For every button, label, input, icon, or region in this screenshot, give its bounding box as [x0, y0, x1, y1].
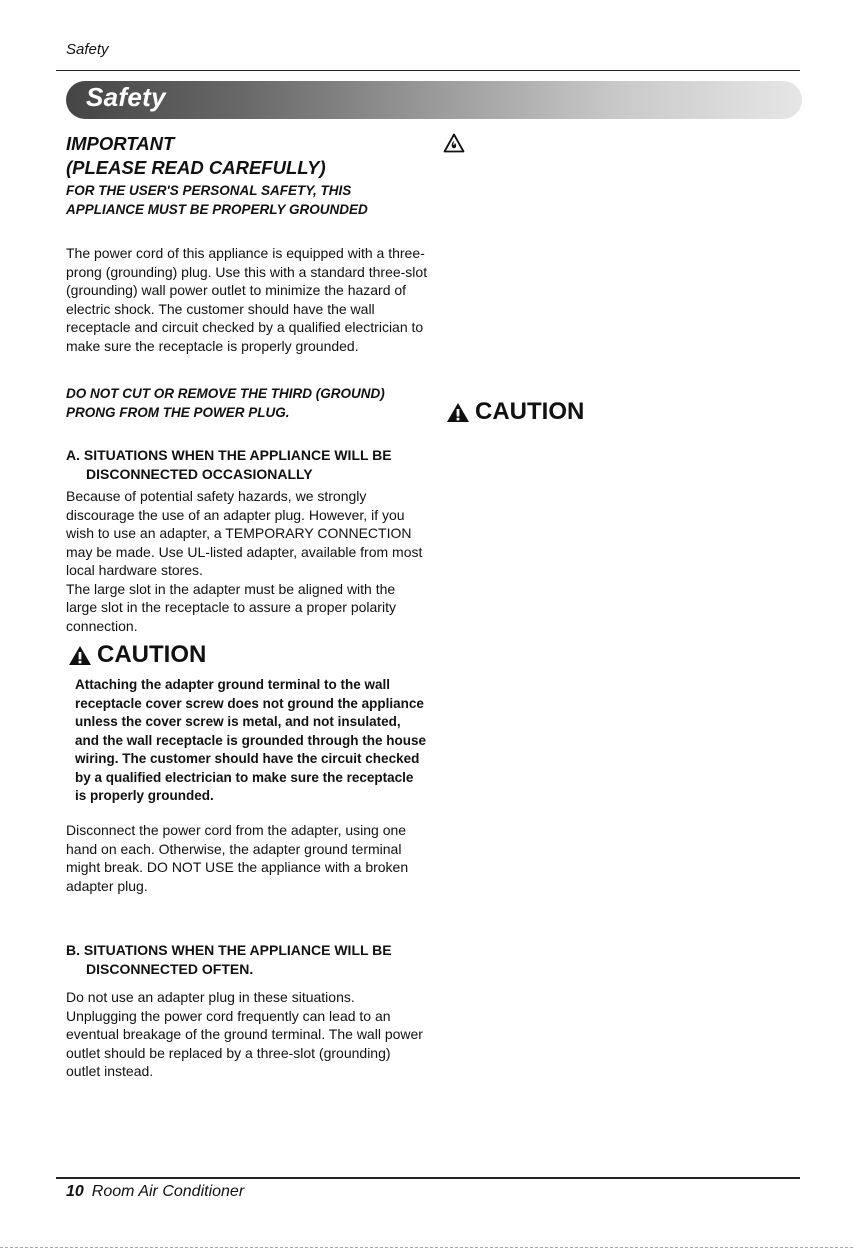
caution-triangle-icon — [446, 402, 470, 423]
section-b-paragraph: Do not use an adapter plug in these situations. Unplugging the power cord frequently can lead to an eventual breakage of the ground terminal. The wall power outlet should be replaced by a three-slot (grounding) outlet instead. — [66, 989, 423, 1079]
grounding-notice-line-2: APPLIANCE MUST BE PROPERLY GROUNDED — [66, 202, 368, 217]
page-footer — [66, 1183, 244, 1201]
do-not-cut-line-1: DO NOT CUT OR REMOVE THE THIRD (GROUND) — [66, 386, 385, 401]
header-section-label: Safety — [66, 41, 109, 58]
disconnect-paragraph: Disconnect the power cord from the adapter, using one hand on each. Otherwise, the adapter ground terminal might break. DO NOT USE the appliance with a broken adapter plug. — [66, 822, 409, 894]
section-b-heading-line-1: B. SITUATIONS WHEN THE APPLIANCE WILL BE — [66, 942, 392, 958]
footer-title: Room Air Conditioner — [91, 1183, 245, 1200]
section-banner — [66, 81, 802, 119]
section-b-heading — [66, 941, 392, 978]
important-heading — [66, 132, 326, 180]
page-number: 10 — [66, 1183, 84, 1200]
page-edge-dash — [0, 1247, 853, 1248]
footer-rule — [56, 1177, 800, 1179]
caution-heading-left — [68, 641, 206, 669]
section-a-heading-line-1: A. SITUATIONS WHEN THE APPLIANCE WILL BE — [66, 447, 392, 463]
section-a-paragraph: Because of potential safety hazards, we strongly discourage the use of an adapter plug. However, if you wish to use an adapter, a TEMPORARY CONNECTION may be made. Use UL-listed adapter, available from most local hardware stores. The large slot in the adapter must be aligned with the large slot in the receptacle to assure a proper polarity connection. — [66, 488, 423, 634]
caution-left-body: Attaching the adapter ground terminal to the wall receptacle cover screw does not ground the appliance unless the cover screw is metal, and not insulated, and the wall receptacle is grounded through the house wiring. The customer should have the circuit checked by a qualified electrician to make sure the receptacle is properly grounded. — [75, 677, 427, 803]
important-line-1: IMPORTANT — [66, 133, 175, 154]
fire-warning-icon — [443, 133, 465, 153]
section-a-heading-line-2: DISCONNECTED OCCASIONALLY — [86, 465, 313, 482]
section-a-heading — [66, 446, 392, 483]
caution-heading-right — [446, 398, 584, 426]
caution-triangle-icon — [68, 645, 92, 666]
section-b-heading-line-2: DISCONNECTED OFTEN. — [86, 960, 254, 977]
power-cord-paragraph: The power cord of this appliance is equipped with a three-prong (grounding) plug. Use this with a standard three-slot (grounding) wall power outlet to minimize the hazard of electric shock. The customer should have the wall receptacle and circuit checked by a qualified electrician to make sure the receptacle is properly grounded. — [66, 245, 428, 354]
do-not-cut-line-2: PRONG FROM THE POWER PLUG. — [66, 405, 290, 420]
caution-left-title: CAUTION — [97, 641, 207, 668]
grounding-notice-line-1: FOR THE USER'S PERSONAL SAFETY, THIS — [66, 183, 352, 198]
grounding-notice — [66, 181, 368, 219]
banner-title: Safety — [86, 82, 166, 112]
important-line-2: (PLEASE READ CAREFULLY) — [66, 157, 326, 178]
header-rule — [56, 70, 800, 71]
caution-right-title: CAUTION — [475, 398, 585, 425]
do-not-cut-notice — [66, 384, 385, 422]
